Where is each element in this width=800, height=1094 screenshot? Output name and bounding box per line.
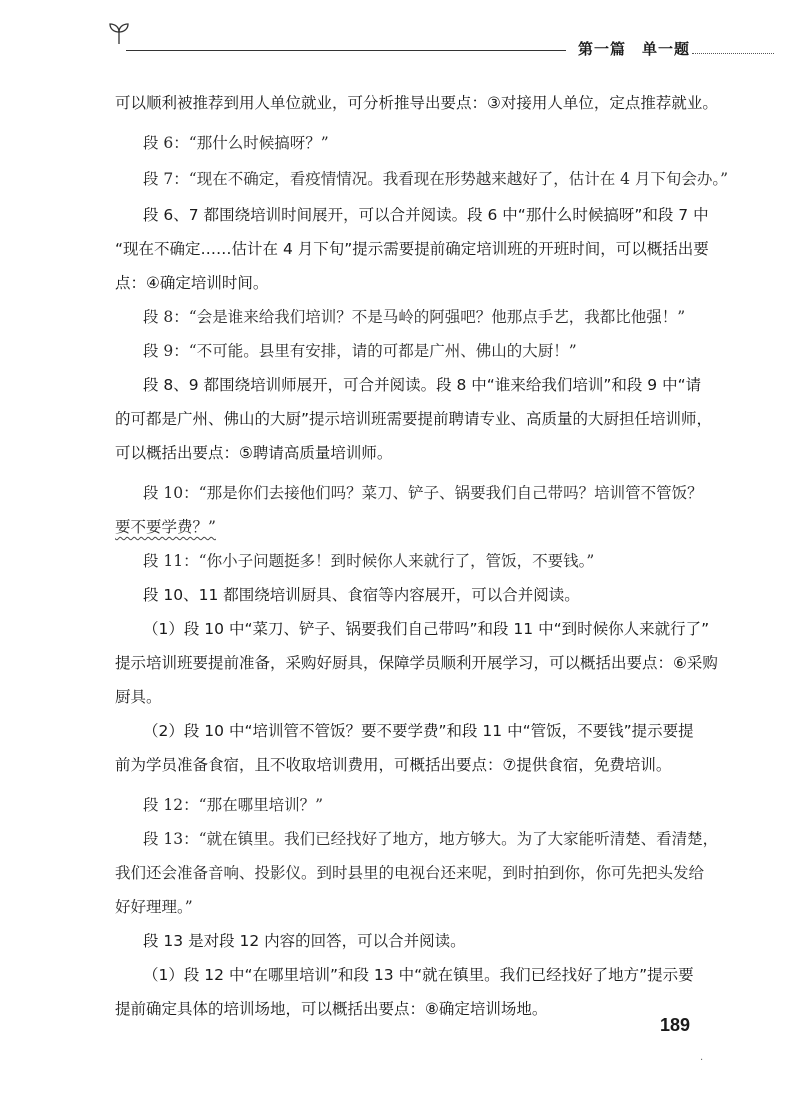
analysis-line: 点：④确定培训时间。 [115, 274, 269, 292]
analysis-line: 提示培训班要提前准备，采购好厨具，保障学员顺利开展学习，可以概括出要点：⑥采购 [115, 654, 718, 672]
analysis-line: 的可都是广州、佛山的大厨”提示培训班需要提前聘请专业、高质量的大厨担任培训师， [115, 410, 713, 428]
quote-line: 段 13：“就在镇里。我们已经找好了地方，地方够大。为了大家能听清楚、看清楚， [143, 830, 719, 848]
sprout-icon [106, 20, 132, 46]
quote-line: 要不要学费？” [115, 518, 216, 536]
analysis-line: 提前确定具体的培训场地，可以概括出要点：⑧确定培训场地。 [115, 1000, 548, 1018]
analysis-line: （1）段 10 中“菜刀、铲子、锅要我们自己带吗”和段 11 中“到时候你人来就行了” [143, 620, 710, 638]
header-rule [126, 50, 566, 51]
scan-speck: · [700, 1055, 704, 1066]
quote-line: 段 10：“那是你们去接他们吗？菜刀、铲子、锅要我们自己带吗？培训管不管饭？ [143, 484, 703, 502]
quote-line: 段 12：“那在哪里培训？” [143, 796, 323, 814]
analysis-line: 可以概括出要点：⑤聘请高质量培训师。 [115, 444, 393, 462]
analysis-line: 前为学员准备食宿，且不收取培训费用，可概括出要点：⑦提供食宿，免费培训。 [115, 756, 672, 774]
analysis-line: “现在不确定……估计在 4 月下旬”提示需要提前确定培训班的开班时间，可以概括出要 [115, 240, 709, 258]
quote-line: 段 6：“那什么时候搞呀？” [143, 134, 329, 152]
analysis-line: 段 13 是对段 12 内容的回答，可以合并阅读。 [143, 932, 466, 950]
quote-line: 我们还会准备音响、投影仪。到时县里的电视台还来呢，到时拍到你，你可先把头发给 [115, 864, 705, 882]
analysis-line: 段 8、9 都围绕培训师展开，可合并阅读。段 8 中“谁来给我们培训”和段 9 中“请 [143, 376, 702, 394]
paragraph-line: 可以顺利被推荐到用人单位就业，可分析推导出要点：③对接用人单位，定点推荐就业。 [115, 94, 718, 112]
quote-line: 段 9：“不可能。县里有安排，请的可都是广州、佛山的大厨！” [143, 342, 577, 360]
quote-line: 段 8：“会是谁来给我们培训？不是马岭的阿强吧？他那点手艺，我都比他强！” [143, 308, 686, 326]
quote-line: 段 11：“你小子问题挺多！到时候你人来就行了，管饭，不要钱。” [143, 552, 595, 570]
analysis-line: 段 6、7 都围绕培训时间展开，可以合并阅读。段 6 中“那什么时候搞呀”和段 7 中 [143, 206, 709, 224]
page-header [0, 0, 800, 70]
page-number: 189 [660, 1015, 691, 1035]
quote-line: 好好理理。” [115, 898, 193, 916]
quote-line: 段 7：“现在不确定，看疫情情况。我看现在形势越来越好了，估计在 4 月下旬会办。” [143, 170, 729, 188]
analysis-line: 段 10、11 都围绕培训厨具、食宿等内容展开，可以合并阅读。 [143, 586, 580, 604]
section-title: 第一篇 单一题 [578, 40, 691, 58]
analysis-line: 厨具。 [115, 688, 162, 706]
analysis-line: （2）段 10 中“培训管不管饭？要不要学费”和段 11 中“管饭，不要钱”提示要提 [143, 722, 694, 740]
header-dotted-rule [692, 53, 774, 54]
analysis-line: （1）段 12 中“在哪里培训”和段 13 中“就在镇里。我们已经找好了地方”提示要 [143, 966, 694, 984]
